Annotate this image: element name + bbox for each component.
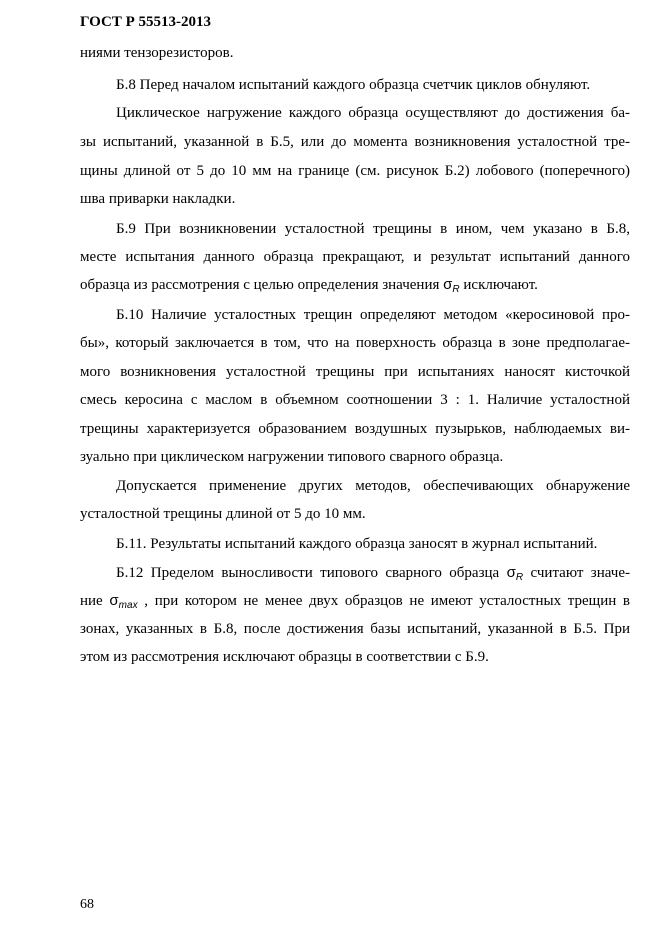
document-header: ГОСТ Р 55513-2013 — [80, 14, 212, 30]
text-line — [80, 276, 630, 296]
text-line: Циклическое нагружение каждого образца осуществляют до достижения ба- — [116, 105, 630, 121]
text-line — [80, 592, 630, 612]
text-line: шва приварки накладки. — [80, 191, 236, 207]
text-segment: , при котором не менее двух образцов не имеют усталостных трещин в — [144, 593, 631, 609]
page-number: 68 — [80, 897, 94, 912]
text-line: месте испытания данного образца прекращают, и результат испытаний данного — [80, 249, 630, 265]
sigma-symbol: σ — [506, 564, 516, 581]
text-line: зуально при циклическом нагружении типового сварного образца. — [80, 449, 504, 465]
text-line: трещины характеризуется образованием воздушных пузырьков, наблюдаемых ви- — [80, 421, 630, 437]
subscript-r: R — [452, 284, 460, 295]
text-line: усталостной трещины длиной от 5 до 10 мм. — [80, 506, 366, 522]
text-line: Б.11. Результаты испытаний каждого образца заносят в журнал испытаний. — [116, 536, 598, 552]
text-segment: образца из рассмотрения с целью определения значения — [80, 277, 440, 293]
text-line: щины длиной от 5 до 10 мм на границе (см. рисунок Б.2) лобового (поперечного) — [80, 163, 630, 179]
text-segment: считают значе- — [530, 565, 631, 581]
text-line: Б.10 Наличие усталостных трещин определяют методом «керосиновой про- — [116, 307, 630, 323]
text-segment: исключают. — [463, 277, 538, 293]
sigma-symbol: σ — [109, 592, 119, 609]
text-line: Допускается применение других методов, обеспечивающих обнаружение — [116, 478, 630, 494]
text-line: мого возникновения усталостной трещины при испытаниях наносят кисточкой — [80, 364, 630, 380]
text-line: бы», который заключается в том, что на поверхность образца в зоне предполагае- — [80, 335, 630, 351]
text-line: зы испытаний, указанной в Б.5, или до момента возникновения усталостной тре- — [80, 134, 630, 150]
subscript-r: R — [515, 572, 524, 583]
subscript-max: max — [118, 600, 138, 611]
text-line: этом из рассмотрения исключают образцы в соответствии с Б.9. — [80, 649, 489, 665]
text-line: зонах, указанных в Б.8, после достижения базы испытаний, указанной в Б.5. При — [80, 621, 630, 637]
text-line: ниями тензорезисторов. — [80, 45, 234, 61]
text-line: Б.9 При возникновении усталостной трещины в ином, чем указано в Б.8, — [116, 221, 630, 237]
text-line: Б.8 Перед началом испытаний каждого образца счетчик циклов обнуляют. — [116, 77, 591, 93]
text-line — [116, 564, 630, 584]
text-segment: Б.12 Пределом выносливости типового сварного образца — [116, 565, 500, 581]
sigma-symbol: σ — [443, 276, 453, 293]
text-segment: ние — [80, 593, 103, 609]
text-line: смесь керосина с маслом в объемном соотношении 3 : 1. Наличие усталостной — [80, 392, 630, 408]
